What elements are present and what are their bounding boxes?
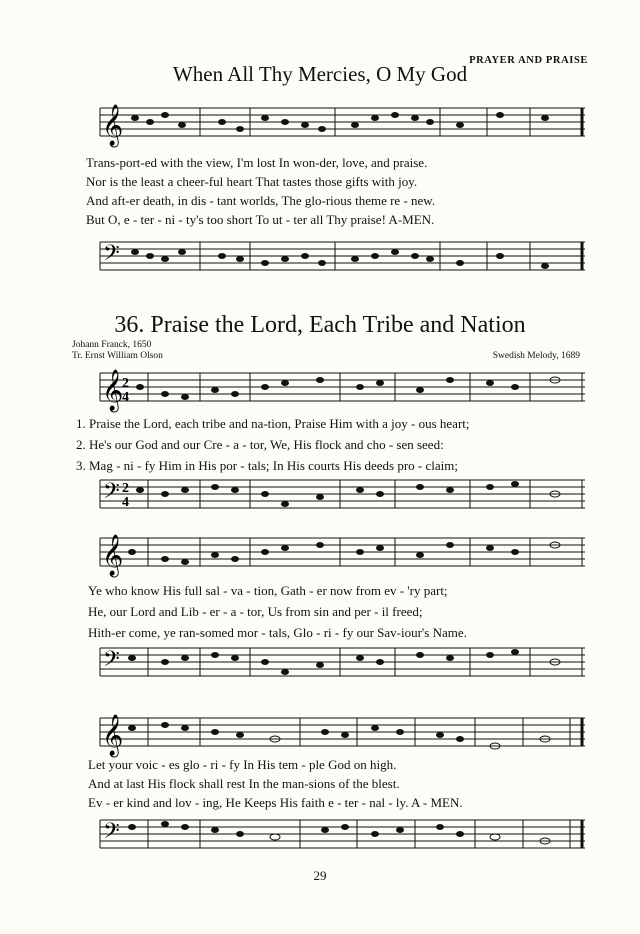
lyric-line: Let your voic - es glo - ri - fy In His tem - ple God on high.	[88, 757, 397, 772]
svg-text:𝄞: 𝄞	[102, 715, 124, 756]
lyric-line: But O, e - ter - ni - ty's too short To ut - ter all Thy praise! A-MEN.	[86, 212, 435, 227]
lyric-line: 1. Praise the Lord, each tribe and na-tion, Praise Him with a joy - ous heart;	[76, 416, 470, 431]
tune-credit: Swedish Melody, 1689	[492, 351, 580, 361]
hymn1-lyrics	[86, 155, 435, 231]
lyric-line: And at last His flock shall rest In the man-sions of the blest.	[88, 776, 400, 791]
system1-lyrics	[76, 416, 470, 479]
system1-bass-staff	[0, 472, 640, 522]
system3-lyrics	[88, 757, 463, 814]
lyric-line: Ye who know His full sal - va - tion, Gath - er now from ev - 'ry part;	[88, 583, 448, 598]
svg-text:2: 2	[122, 481, 129, 496]
system2-bass-staff	[0, 640, 640, 690]
svg-text:𝄢: 𝄢	[103, 479, 120, 509]
system3-bass-staff	[0, 812, 640, 862]
hymn1-treble-staff	[0, 100, 640, 150]
svg-text:𝄞: 𝄞	[102, 535, 124, 576]
system2-treble-staff	[0, 530, 640, 580]
lyric-line: 2. He's our God and our Cre - a - tor, We, His flock and cho - sen seed:	[76, 437, 444, 452]
svg-text:𝄢: 𝄢	[103, 241, 120, 271]
svg-text:4: 4	[122, 390, 129, 405]
svg-text:𝄞: 𝄞	[102, 370, 124, 411]
hymn-number: 36.	[114, 312, 145, 338]
svg-text:2: 2	[122, 376, 129, 391]
svg-text:𝄢: 𝄢	[103, 819, 120, 849]
section-heading: PRAYER AND PRAISE	[469, 55, 588, 66]
lyric-line: And aft-er death, in dis - tant worlds, The glo-rious theme re - new.	[86, 193, 436, 208]
author-credit: Johann Franck, 1650	[72, 340, 152, 350]
system1-treble-staff	[0, 365, 640, 415]
hymn2-title: Praise the Lord, Each Tribe and Nation	[150, 312, 526, 338]
hymn2-title-row	[0, 312, 640, 339]
hymn1-title: When All Thy Mercies, O My God	[172, 62, 468, 86]
svg-text:𝄢: 𝄢	[103, 647, 120, 677]
page-number: 29	[313, 868, 327, 883]
lyric-line: Ev - er kind and lov - ing, He Keeps His faith e - ter - nal - ly. A - MEN.	[88, 795, 463, 810]
system2-lyrics	[88, 583, 467, 646]
lyric-line: 3. Mag - ni - fy Him in His por - tals; In His courts His deeds pro - claim;	[76, 458, 458, 473]
lyric-line: Hith-er come, ye ran-somed mor - tals, Glo - ri - fy our Sav-iour's Name.	[88, 625, 467, 640]
lyric-line: Trans-port-ed with the view, I'm lost In won-der, love, and praise.	[86, 155, 428, 170]
svg-text:𝄞: 𝄞	[102, 105, 124, 146]
lyric-line: He, our Lord and Lib - er - a - tor, Us from sin and per - il freed;	[88, 604, 423, 619]
hymn1-bass-staff	[0, 232, 640, 282]
system3-treble-staff	[0, 710, 640, 760]
translator-credit: Tr. Ernst William Olson	[72, 351, 163, 361]
lyric-line: Nor is the least a cheer-ful heart That tastes those gifts with joy.	[86, 174, 418, 189]
svg-text:4: 4	[122, 495, 129, 510]
